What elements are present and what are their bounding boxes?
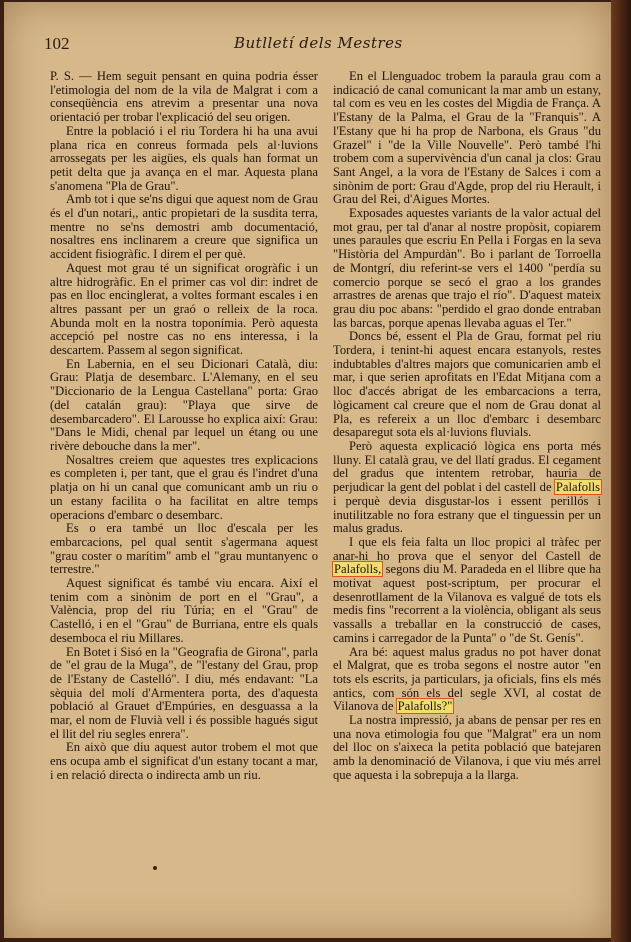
text-run: I que els feia falta un lloc propici al tràfec per anar-hi ho prova que el senyor del Castell de xyxy=(333,534,601,563)
text-run: Però aquesta explicació lògica ens porta més lluny. El català grau, ve del llatí gradus. El cegament del gradus que intentem retrobar, hauria de perjudicar la gent del poblat i del castell de xyxy=(333,438,601,495)
paragraph: Aquest significat és també viu encara. Així el tenim com a sinònim de port en el "Grau", a València, prop del riu Túria; en el "Grau" de Castelló, i en el "Grau" de Burriana, entre els quals desemboca el riu Millares. xyxy=(50,576,318,645)
paragraph xyxy=(333,440,601,536)
text-run: i perquè devia disgustar-los i essent perillós i inutilitzable no fora estrany que el tinguessin per un malus gradus. xyxy=(333,493,601,536)
paragraph xyxy=(333,536,601,646)
paragraph: P. S. — Hem seguit pensant en quina podria ésser l'etimologia del nom de la vila de Malgrat i com a conseqüència ens atrevim a presentar una nova orientació per trobar l'explicació del seu origen. xyxy=(50,69,318,125)
paragraph: Exposades aquestes variants de la valor actual del mot grau, per tal d'anar al nostre propòsit, copiarem unes paraules que escriu En Pella i Forgas en la seva "Història del Ampurdàn". Bo i parlant de Torroella de Montgrí, diu referint-se vers el 1400 "perdía su comercio porque se secó el grao a los grandes arrastres de arenas que trajo el río". D'aquest mateix grau diu poc abans: "perdido el grao donde entraban las barcas, porque apenas llevaba aguas el Ter." xyxy=(333,206,601,330)
highlight-palafolls[interactable]: Palafolls xyxy=(555,480,600,495)
right-column xyxy=(333,70,601,783)
paragraph: Es o era també un lloc d'escala per les embarcacions, pel qual sentit s'agermana aquest "grau coster o marítim" amb el "grau muntanyenc o terrestre." xyxy=(50,521,318,577)
paragraph: Aquest mot grau té un significat orogràfic i un altre hidrogràfic. En el primer cas vol dir: indret de pas en lloc encinglerat, a voltes formant escales i en altres passant per un graó o relleix de la roca. Abunda molt en la nostra toponímia. Però aquesta accepció pel nostre cas no ens interessa, i la descartem. Passem al segon significat. xyxy=(50,260,318,358)
paragraph: En Botet i Sisó en la "Geografia de Girona", parla de "el grau de la Muga", de "l'estany del Grau, prop de l'Estany de Castelló". I diu, més endavant: "La sèquia del molí d'Armentera porta, des d'aquesta població al Grauet d'Empúries, en desguassa a la mar, el nom de Fluvià vell i és possible hagués sigut el llit del riu segles enrera". xyxy=(50,644,318,741)
left-column xyxy=(50,70,318,783)
paragraph: En el Llenguadoc trobem la paraula grau com a indicació de canal comunicant la mar amb un estany, tal com es veu en les costes del Migdia de França. A l'Estany de la Palma, el Grau de la "Franquis". A l'Estany que hi ha prop de Narbona, els Graus "du Grazel" i "de la Ville Nouvelle". Però també l'hi trobem com a supervivència d'un canal ja clos: Grau Sant Angel, a la vora de l'Estany de Salces i com a sinònim de port: Grau d'Agde, prop del riu Herault, i Grau del Rei, d'Aigues Mortes. xyxy=(333,69,601,207)
paragraph: La nostra impressió, ja abans de pensar per res en una nova etimologia fou que "Malgrat" era un nom del lloc on s'aixeca la petita població que batejaren amb la denominació de Vilanova, i que viu més arrel que aquesta i la sobrepuja a la llarga. xyxy=(333,713,601,782)
highlight-palafolls[interactable]: Palafolls, xyxy=(334,562,382,577)
paragraph: Entre la població i el riu Tordera hi ha una avui plana rica en conreus formada pels al·luvions arrossegats per les aigües, els quals han format un petit delta que ja avança en el mar. Aquesta plana s'anomena "Pla de Grau". xyxy=(50,123,318,193)
page-edge xyxy=(611,0,631,942)
paragraph: Amb tot i que se'ns digui que aquest nom de Grau és el d'un notari,, antic propietari de la susdita terra, mentre no se'ns demostri amb documentació, nosaltres ens inclinarem a creure que significa un accident fisiogràfic. I direm el per què. xyxy=(50,192,318,262)
paragraph: Doncs bé, essent el Pla de Grau, format pel riu Tordera, i tenint-hi aquest encara estanyols, restes indubtables d'altres majors que comunicarien amb el mar, i que serien aprofitats en l'Edat Mitjana com a lloc d'accés abrigat de les embarcacions a terra, lògicament cal creure que el nom de Grau donat al Pla, es refereix a un lloc d'embarc i desembarc desaparegut sota els al·luvions fluvials. xyxy=(333,329,601,440)
highlight-palafolls[interactable]: Palafolls?" xyxy=(397,699,453,714)
page-header xyxy=(44,30,604,60)
text-run: Ara bé: aquest malus gradus no pot haver donat el Malgrat, que es troba segons el nostre autor "en tots els escrits, ja particulars, ja oficials, fins els més antics, com són els del segle XVI, al costat de Vilanova de xyxy=(333,644,601,714)
paragraph: Nosaltres creiem que aquestes tres explicacions es completen i, per tant, que el grau és l'indret d'una platja on hi un canal que comunicant amb un riu o un estany facilita o ha facilitat en altre temps operacions d'embarc o desembarc. xyxy=(50,452,318,522)
paragraph: En Labernia, en el seu Dicionari Català, diu: Grau: Platja de desembarc. L'Alemany, en el seu "Diccionario de la Lengua Castellana" porta: Grao (del catalán grau): "Playa que sirve de desembarcadero". El Larousse ho explica així: Grau: "Dans le Midi, chenal par lequel un étang ou une rivère debouche dans la mer". xyxy=(50,356,318,453)
text-run: segons diu M. Paradeda en el llibre que ha motivat aquest post-scriptum, per procurar el desenrotllament de la Vilanova es valgué de tots els medis fins "recorrent a la violència, obligant als seus vassalls a treballar en la construcció de cases, camins i carregador de la Punta" o "de St. Genís". xyxy=(333,562,601,645)
ink-dot xyxy=(153,866,157,870)
page-number: 102 xyxy=(44,34,70,53)
paragraph: En això que diu aquest autor trobem el mot que ens ocupa amb el significat d'un estany tocant a mar, i en relació directa o indirecta amb un riu. xyxy=(50,740,318,782)
paragraph xyxy=(333,646,601,715)
running-title: Butlletí dels Mestres xyxy=(234,34,403,52)
